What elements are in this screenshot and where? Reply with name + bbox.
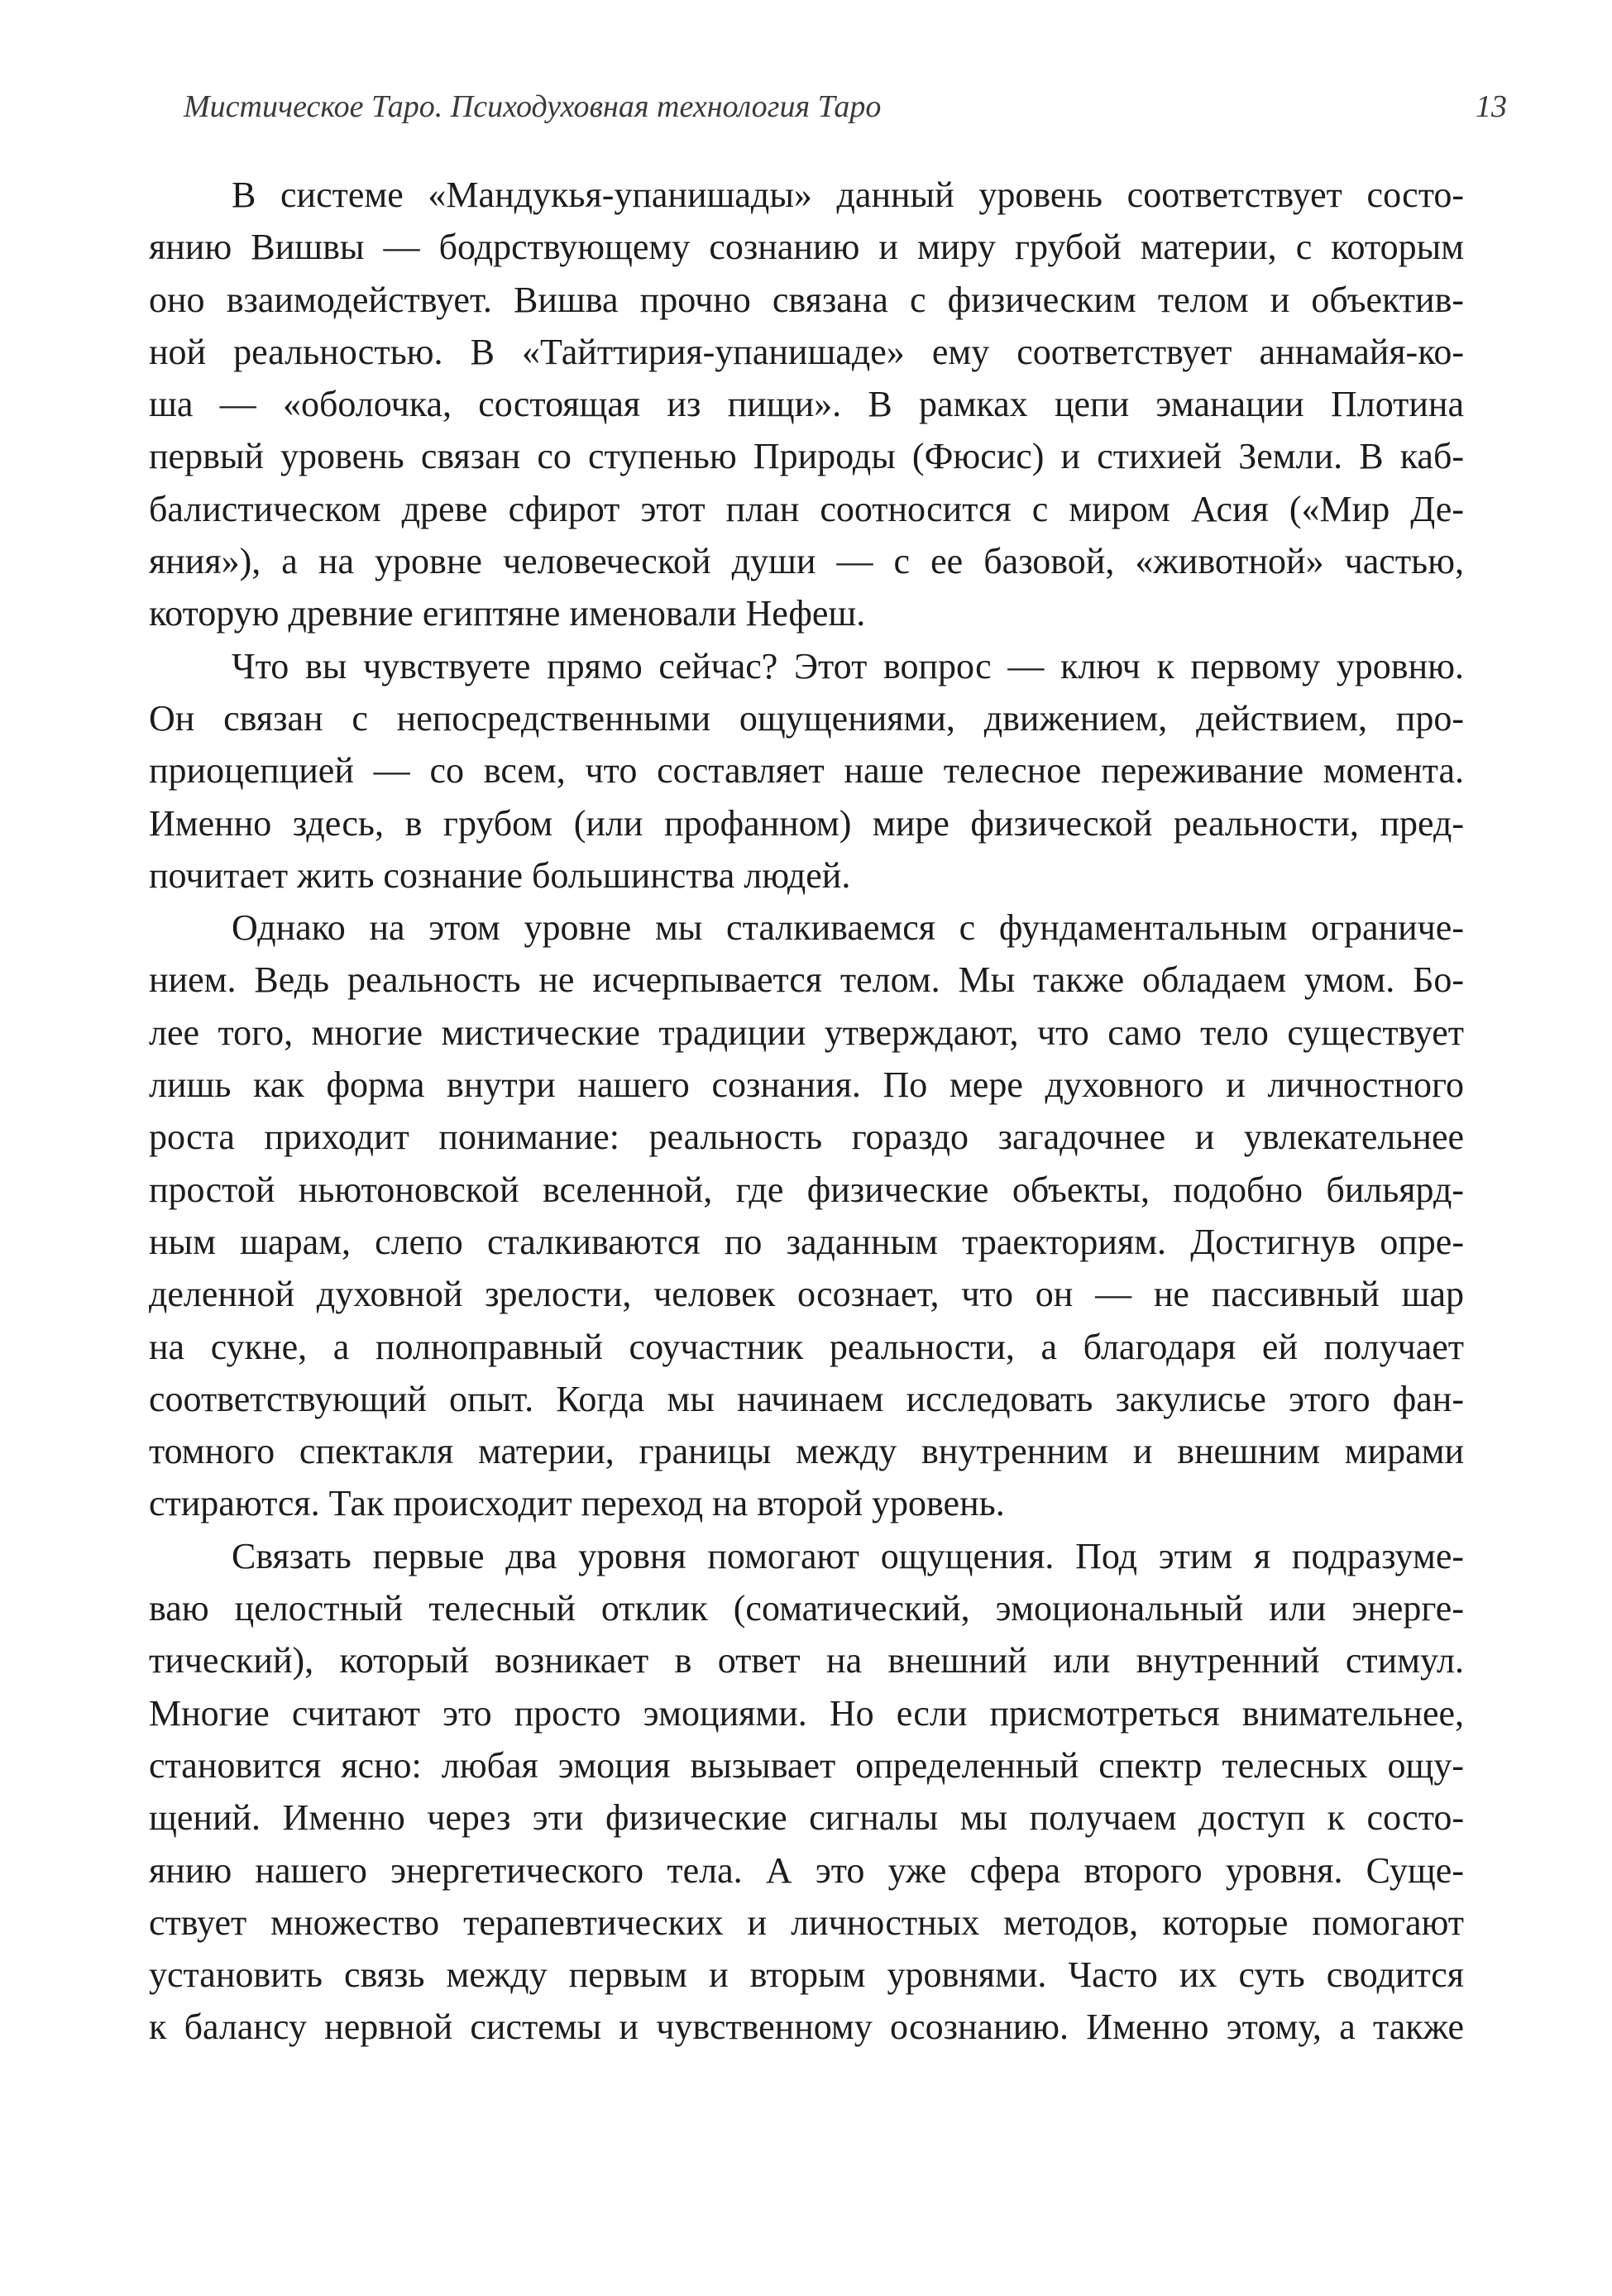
text-line: лишь как форма внутри нашего сознания. По мере духовного и личностного [149, 1064, 1464, 1106]
text-line: щений. Именно через эти физические сигналы мы получаем доступ к состо- [149, 1797, 1464, 1839]
text-line: Связать первые два уровня помогают ощущения. Под этим я подразуме- [232, 1535, 1464, 1576]
body-text [149, 169, 1464, 2054]
text-line: ваю целостный телесный отклик (соматический, эмоциональный или энерге- [149, 1588, 1464, 1629]
running-title: Мистическое Таро. Психодуховная технология Таро [184, 89, 882, 124]
paragraph [149, 169, 1464, 640]
running-head [184, 86, 1507, 136]
text-line: оно взаимодействует. Вишва прочно связана с физическим телом и объектив- [149, 279, 1464, 320]
text-line: Что вы чувствуете прямо сейчас? Этот вопрос — ключ к первому уровню. [232, 645, 1464, 686]
text-line: томного спектакля материи, границы между внутренним и внешним мирами [149, 1431, 1464, 1472]
text-line: Именно здесь, в грубом (или профанном) мире физической реальности, пред- [149, 802, 1464, 844]
paragraph [149, 902, 1464, 1530]
text-line: яния»), а на уровне человеческой души — с ее базовой, «животной» частью, [149, 541, 1464, 582]
paragraph [149, 640, 1464, 902]
text-line: на сукне, а полноправный соучастник реальности, а благодаря ей получает [149, 1326, 1464, 1367]
text-line: первый уровень связан со ступенью Природы (Фюсис) и стихией Земли. В каб- [149, 436, 1464, 477]
text-line: к балансу нервной системы и чувственному осознанию. Именно этому, а также [149, 2007, 1464, 2048]
text-line: Однако на этом уровне мы сталкиваемся с фундаментальным ограниче- [232, 907, 1464, 949]
text-line: простой ньютоновской вселенной, где физические объекты, подобно бильярд- [149, 1169, 1464, 1210]
text-line: Многие считают это просто эмоциями. Но если присмотреться внимательнее, [149, 1692, 1464, 1734]
text-line: Он связан с непосредственными ощущениями, движением, действием, про- [149, 697, 1464, 739]
text-line: почитает жить сознание большинства людей. [149, 854, 851, 896]
text-line: янию Вишвы — бодрствующему сознанию и миру грубой материи, с которым [149, 227, 1464, 268]
text-line: ша — «оболочка, состоящая из пищи». В рамках цепи эманации Плотина [149, 384, 1464, 425]
text-line: янию нашего энергетического тела. А это уже сфера второго уровня. Суще- [149, 1849, 1464, 1891]
text-line: В системе «Мандукья-упанишады» данный уровень соответствует состо- [232, 175, 1464, 215]
text-line: ной реальностью. В «Тайттирия-упанишаде» ему соответствует аннамайя-ко- [149, 331, 1464, 372]
text-line: установить связь между первым и вторым уровнями. Часто их суть сводится [149, 1954, 1464, 1996]
page-number: 13 [1476, 89, 1507, 124]
text-line: роста приходит понимание: реальность гораздо загадочнее и увлекательнее [149, 1117, 1464, 1158]
text-line: соответствующий опыт. Когда мы начинаем исследовать закулисье этого фан- [149, 1378, 1464, 1419]
text-line: нием. Ведь реальность не исчерпывается телом. Мы также обладаем умом. Бо- [149, 959, 1464, 1001]
text-line: которую древние египтяне именовали Нефеш. [149, 593, 866, 634]
text-line: балистическом древе сфирот этот план соотносится с миром Асия («Мир Де- [149, 488, 1464, 529]
text-line: становится ясно: любая эмоция вызывает определенный спектр телесных ощу- [149, 1744, 1464, 1786]
text-line: тический), который возникает в ответ на внешний или внутренний стимул. [149, 1640, 1464, 1681]
text-line: стираются. Так происходит переход на второй уровень. [149, 1483, 1005, 1524]
text-line: лее того, многие мистические традиции утверждают, что само тело существует [149, 1012, 1464, 1053]
text-line: приоцепцией — со всем, что составляет наше телесное переживание момента. [149, 750, 1464, 792]
text-line: ствует множество терапевтических и личностных методов, которые помогают [149, 1901, 1464, 1943]
text-line: ным шарам, слепо сталкиваются по заданным траекториям. Достигнув опре- [149, 1221, 1464, 1262]
text-line: деленной духовной зрелости, человек осознает, что он — не пассивный шар [149, 1274, 1464, 1315]
paragraph [149, 1530, 1464, 2054]
